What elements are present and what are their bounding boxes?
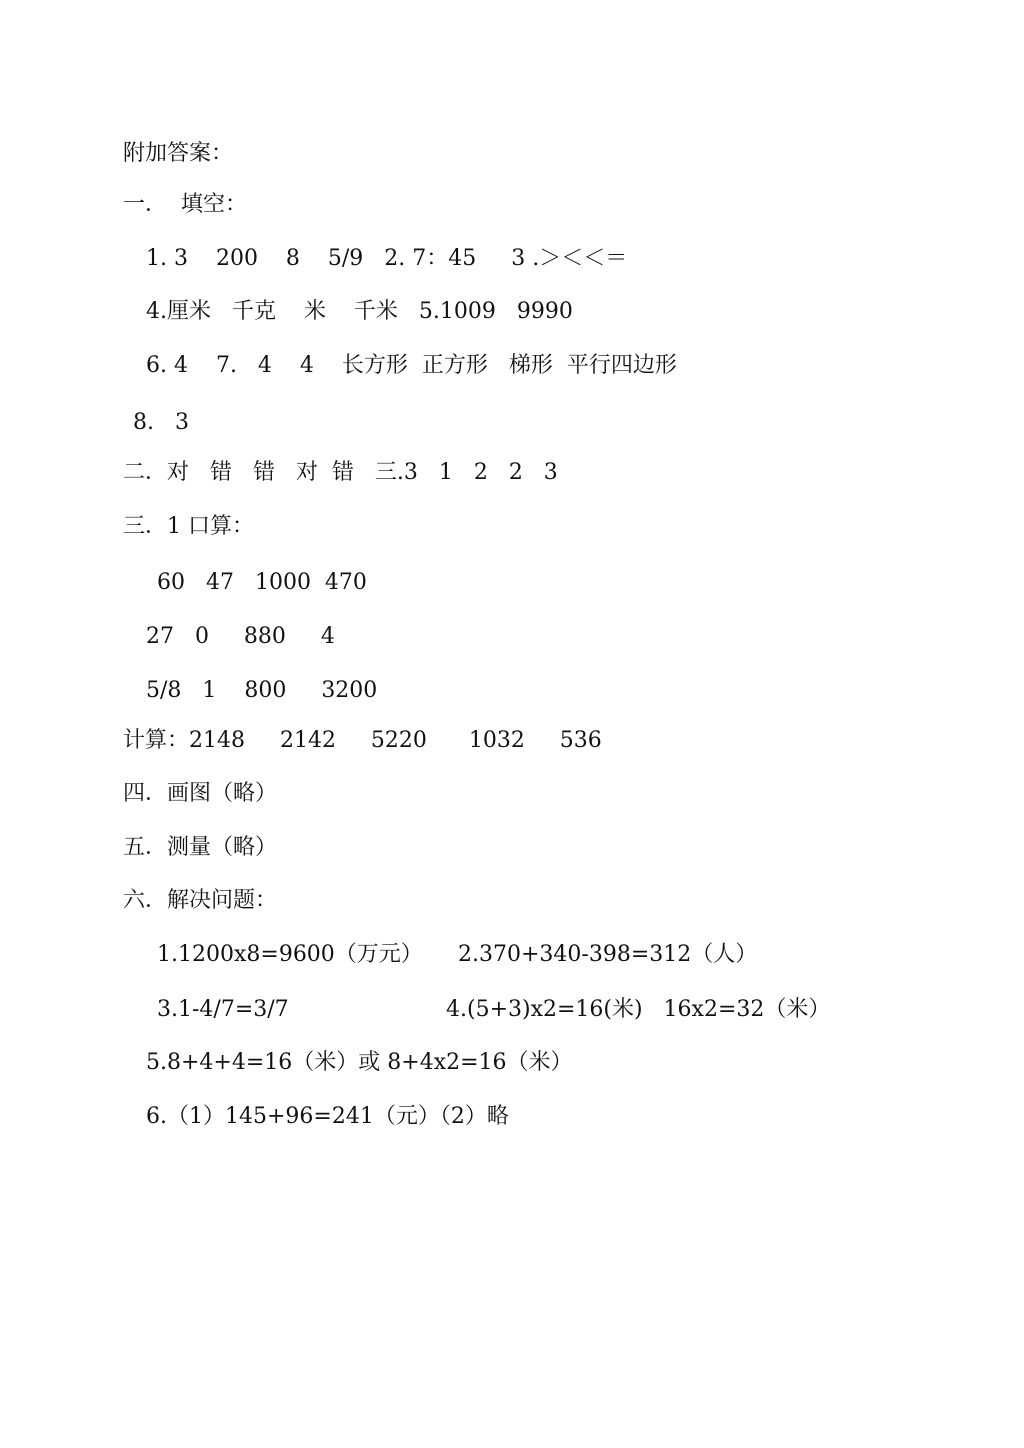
oral-calc-row: 27 0 880 4: [146, 624, 335, 649]
oral-calc-row: 5/8 1 800 3200: [146, 678, 378, 703]
problem-answer-1: 1.1200x8=9600（万元）: [157, 942, 423, 967]
problem-answer-5: 5.8+4+4=16（米）或 8+4x2=16（米）: [146, 1050, 573, 1075]
section-judgement-line: 二．对 错 错 对 错 三.3 1 2 2 3: [123, 460, 558, 485]
problem-answer-6: 6.（1）145+96=241（元）（2）略: [146, 1104, 509, 1129]
section-heading-oral-calc: 三．1 口算：: [123, 514, 254, 539]
answer-line: 6. 4 7. 4 4 长方形 正方形 梯形 平行四边形: [146, 353, 677, 378]
problem-answer-4: 4.(5+3)x2=16(米) 16x2=32（米）: [446, 997, 831, 1022]
section-heading-measuring: 五．测量（略）: [123, 835, 278, 860]
section-heading-problem-solving: 六．解决问题：: [123, 888, 278, 913]
answer-line: 4.厘米 千克 米 千米 5.1009 9990: [146, 299, 573, 324]
calculation-line: 计算：2148 2142 5220 1032 536: [123, 728, 602, 753]
problem-answer-2: 2.370+340-398=312（人）: [458, 942, 758, 967]
answer-line: 8. 3: [133, 410, 189, 435]
document-title: 附加答案：: [123, 141, 234, 166]
section-heading-drawing: 四．画图（略）: [123, 781, 278, 806]
problem-answer-3: 3.1-4/7=3/7: [157, 997, 289, 1022]
oral-calc-row: 60 47 1000 470: [157, 570, 367, 595]
section-heading-fill-blank: 一． 填空：: [123, 192, 247, 217]
answer-line: 1. 3 200 8 5/9 2. 7：45 3 .＞＜＜＝: [146, 246, 628, 271]
